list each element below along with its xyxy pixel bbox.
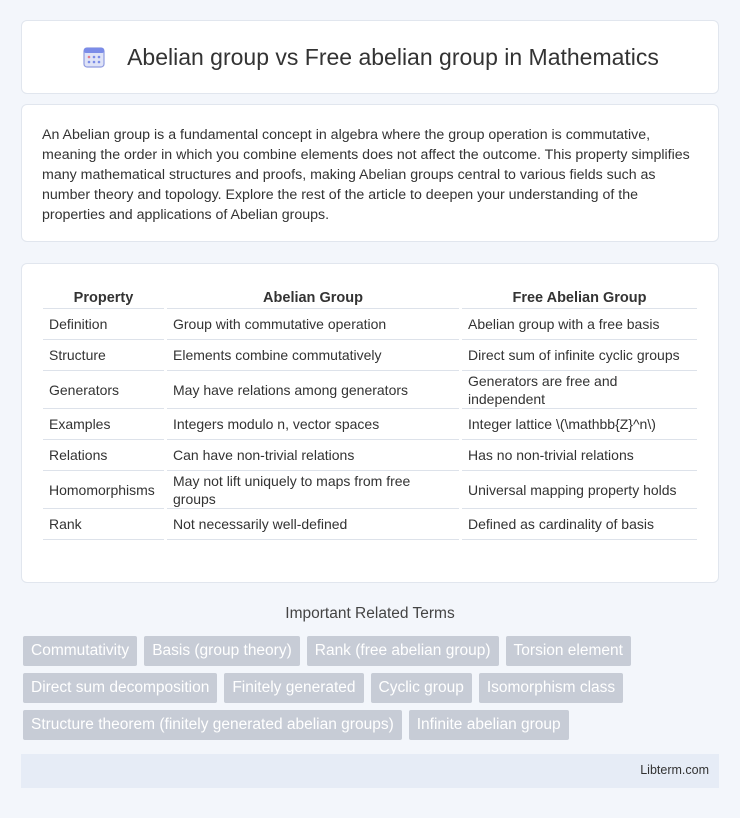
table-cell: May have relations among generators <box>167 371 459 409</box>
related-terms-title: Important Related Terms <box>285 605 455 622</box>
table-row <box>43 371 697 409</box>
table-cell: Examples <box>43 409 164 440</box>
table-row <box>43 471 697 509</box>
related-terms-tags <box>23 636 723 740</box>
related-term-tag[interactable]: Infinite abelian group <box>409 710 569 740</box>
calendar-icon <box>81 44 107 70</box>
table-cell: Homomorphisms <box>43 471 164 509</box>
related-term-tag[interactable]: Isomorphism class <box>479 673 623 703</box>
related-term-tag[interactable]: Cyclic group <box>371 673 472 703</box>
footer-site-link[interactable]: Libterm.com <box>640 763 709 777</box>
table-cell: Elements combine commutatively <box>167 340 459 371</box>
table-cell: Can have non-trivial relations <box>167 440 459 471</box>
table-cell: Defined as cardinality of basis <box>462 509 697 540</box>
table-header: Property <box>43 284 164 309</box>
table-cell: Group with commutative operation <box>167 309 459 340</box>
related-term-tag[interactable]: Finitely generated <box>224 673 363 703</box>
table-cell: Generators are free and independent <box>462 371 697 409</box>
table-header: Abelian Group <box>167 284 459 309</box>
table-cell: Definition <box>43 309 164 340</box>
intro-text: An Abelian group is a fundamental concept in algebra where the group operation is commutative, meaning the order in which you combine elements does not affect the outcome. This property simplifies many mathematical structures and proofs, making Abelian groups central to various fields such as number theory and topology. Explore the rest of the article to deepen your understanding of the properties and applications of Abelian groups. <box>42 127 690 223</box>
footer <box>21 754 719 788</box>
related-term-tag[interactable]: Direct sum decomposition <box>23 673 217 703</box>
table-cell: Relations <box>43 440 164 471</box>
table-cell: Has no non-trivial relations <box>462 440 697 471</box>
table-row <box>43 340 697 371</box>
comparison-table-card <box>21 263 719 583</box>
table-cell: May not lift uniquely to maps from free groups <box>167 471 459 509</box>
table-cell: Structure <box>43 340 164 371</box>
related-term-tag[interactable]: Rank (free abelian group) <box>307 636 499 666</box>
table-row <box>43 309 697 340</box>
table-cell: Direct sum of infinite cyclic groups <box>462 340 697 371</box>
table-row <box>43 440 697 471</box>
table-header: Free Abelian Group <box>462 284 697 309</box>
table-cell: Universal mapping property holds <box>462 471 697 509</box>
comparison-table <box>40 284 700 540</box>
page-title: Abelian group vs Free abelian group in Mathematics <box>127 43 659 70</box>
related-term-tag[interactable]: Structure theorem (finitely generated abelian groups) <box>23 710 402 740</box>
table-cell: Not necessarily well-defined <box>167 509 459 540</box>
table-row <box>43 409 697 440</box>
table-row <box>43 509 697 540</box>
table-cell: Abelian group with a free basis <box>462 309 697 340</box>
header-card <box>21 20 719 94</box>
table-cell: Rank <box>43 509 164 540</box>
related-term-tag[interactable]: Commutativity <box>23 636 137 666</box>
table-cell: Integers modulo n, vector spaces <box>167 409 459 440</box>
related-term-tag[interactable]: Torsion element <box>506 636 631 666</box>
intro-card <box>21 104 719 242</box>
table-cell: Integer lattice \(\mathbb{Z}^n\) <box>462 409 697 440</box>
related-term-tag[interactable]: Basis (group theory) <box>144 636 300 666</box>
table-cell: Generators <box>43 371 164 409</box>
